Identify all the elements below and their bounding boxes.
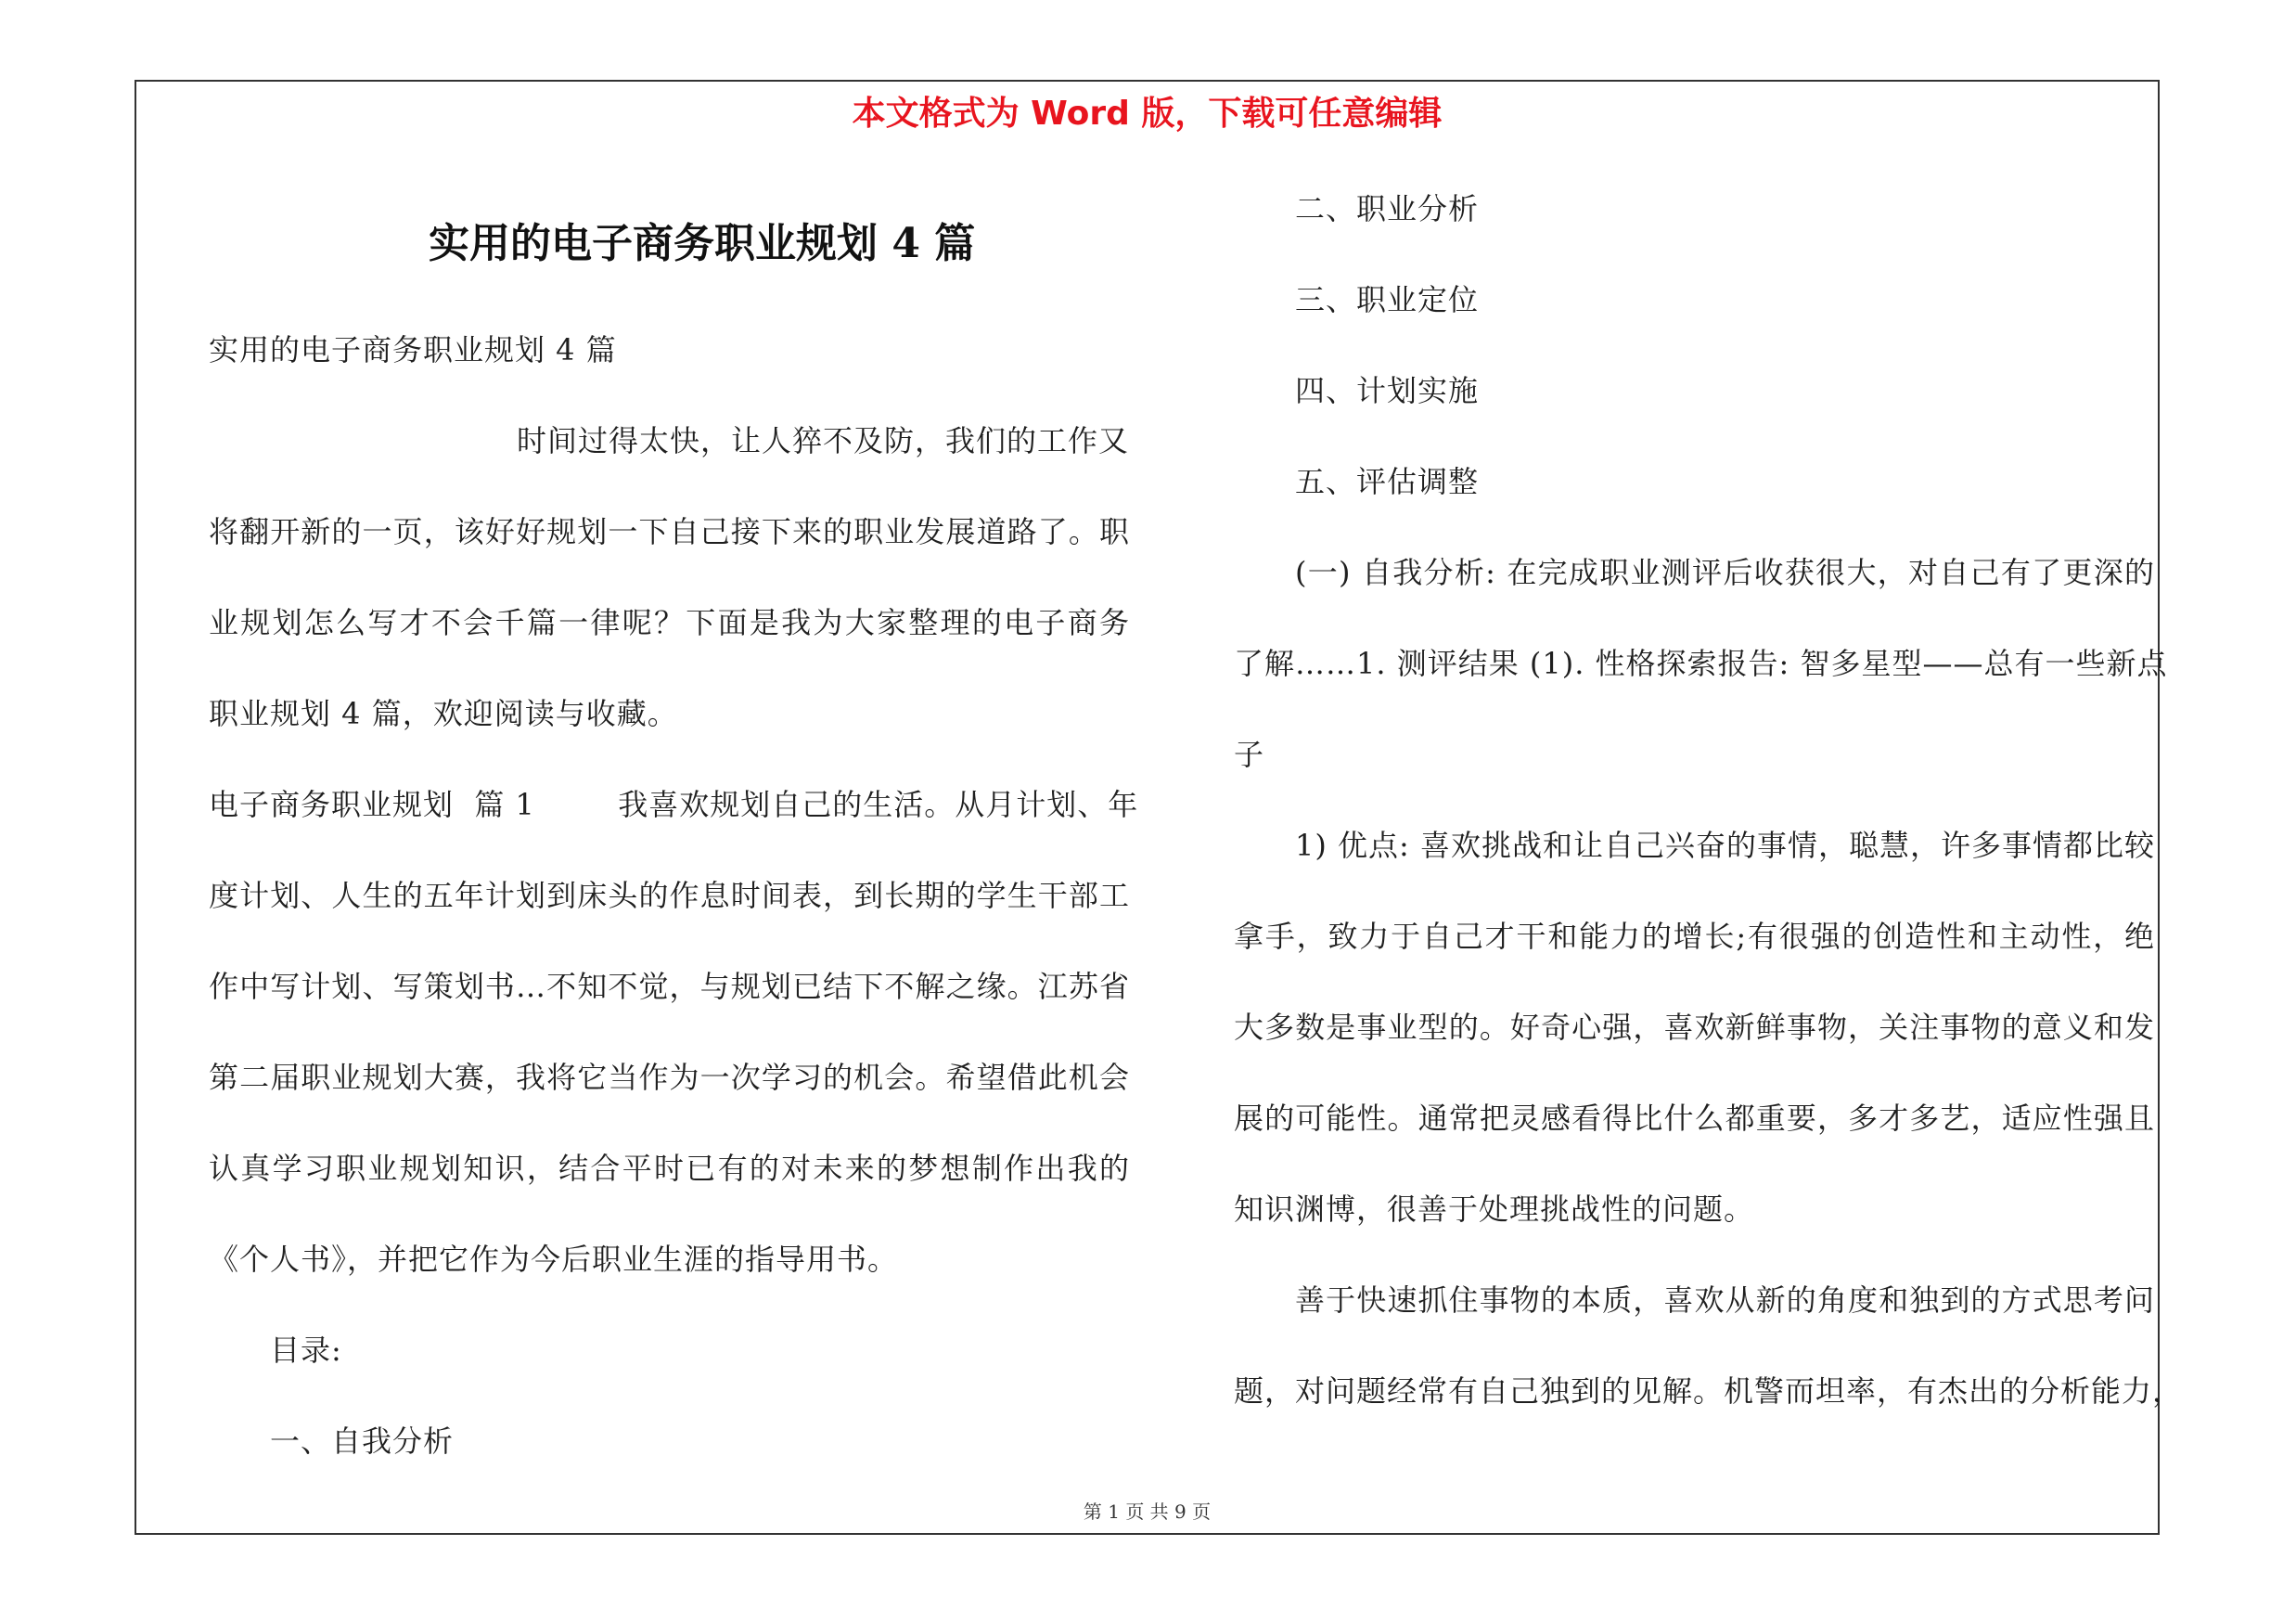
format-banner: 本文格式为 Word 版，下载可任意编辑 [852, 95, 1443, 133]
text-line: 作中写计划、写策划书…不知不觉，与规划已结下不解之缘。江苏省 [209, 969, 1130, 1004]
text-line: 时间过得太快，让人猝不及防，我们的工作又 [517, 423, 1130, 458]
document-page [135, 80, 2184, 1535]
text-line: 题，对问题经常有自己独到的见解。机警而坦率，有杰出的分析能力， [1234, 1373, 2184, 1409]
toc-item: 五、评估调整 [1295, 464, 1480, 499]
text-line: 第二届职业规划大赛，我将它当作为一次学习的机会。希望借此机会 [209, 1060, 1130, 1095]
text-line: 电子商务职业规划 篇 1 我喜欢规划自己的生活。从月计划、年 [209, 787, 1139, 822]
text-line: 1) 优点: 喜欢挑战和让自己兴奋的事情，聪慧，许多事情都比较 [1295, 828, 2155, 863]
text-line: 子 [1234, 737, 1265, 772]
text-line: 善于快速抓住事物的本质，喜欢从新的角度和独到的方式思考问 [1295, 1282, 2155, 1318]
text-line: 拿手，致力于自己才干和能力的增长;有很强的创造性和主动性，绝 [1234, 919, 2155, 954]
page-footer: 第 1 页 共 9 页 [1083, 1501, 1212, 1523]
toc-item: 四、计划实施 [1295, 373, 1480, 408]
text-line: 度计划、人生的五年计划到床头的作息时间表，到长期的学生干部工 [209, 878, 1130, 913]
text-line: 了解……1. 测评结果 (1). 性格探索报告: 智多星型——总有一些新点 [1234, 646, 2168, 681]
text-line: 《个人书》，并把它作为今后职业生涯的指导用书。 [209, 1242, 899, 1277]
text-line: 认真学习职业规划知识，结合平时已有的对未来的梦想制作出我的 [209, 1151, 1130, 1186]
document-title: 实用的电子商务职业规划 4 篇 [429, 220, 976, 267]
text-line: 职业规划 4 篇，欢迎阅读与收藏。 [209, 696, 678, 731]
toc-heading: 目录: [270, 1333, 342, 1368]
toc-item: 二、职业分析 [1295, 191, 1480, 226]
toc-item: 一、自我分析 [270, 1423, 455, 1459]
text-line: 大多数是事业型的。好奇心强，喜欢新鲜事物，关注事物的意义和发 [1234, 1010, 2155, 1045]
text-line: 实用的电子商务职业规划 4 篇 [209, 332, 617, 367]
toc-item: 三、职业定位 [1295, 282, 1480, 317]
text-line: 将翻开新的一页，该好好规划一下自己接下来的职业发展道路了。职 [209, 514, 1130, 549]
text-line: (一) 自我分析: 在完成职业测评后收获很大，对自己有了更深的 [1295, 555, 2155, 590]
text-line: 展的可能性。通常把灵感看得比什么都重要，多才多艺，适应性强且 [1234, 1101, 2155, 1136]
text-line: 业规划怎么写才不会千篇一律呢？下面是我为大家整理的电子商务 [209, 605, 1130, 640]
text-line: 知识渊博，很善于处理挑战性的问题。 [1234, 1191, 1755, 1227]
